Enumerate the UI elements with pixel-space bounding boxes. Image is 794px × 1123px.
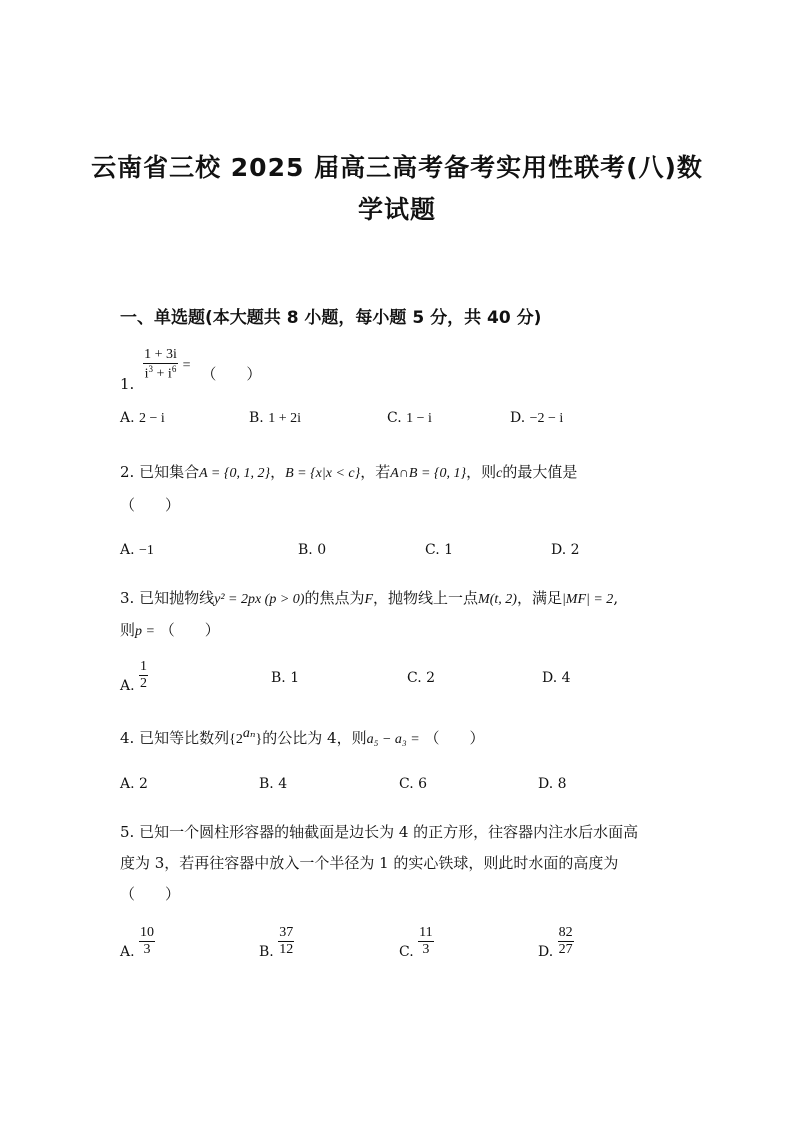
option-a — [120, 410, 165, 427]
option-text: −2 − i — [529, 411, 564, 426]
option-b — [249, 410, 301, 427]
question-number: 4. — [120, 729, 135, 747]
question-3-line2 — [120, 619, 220, 640]
option-b — [271, 670, 299, 686]
question-text: 的最大值是 — [502, 463, 578, 481]
question-text: ，抛物线上一点 — [373, 589, 479, 607]
answer-blank: （ ） — [201, 364, 262, 383]
option-text: 2 − i — [139, 411, 165, 426]
fraction-numerator: 37 — [279, 925, 294, 940]
question-5 — [120, 821, 638, 842]
option-label: A. — [120, 943, 135, 960]
option-text: 0 — [317, 542, 327, 558]
option-d — [510, 410, 563, 427]
option-label: B. — [271, 670, 286, 686]
option-text: −1 — [139, 543, 154, 558]
option-text: 1 − i — [406, 411, 432, 426]
question-text: 已知集合 — [139, 463, 200, 481]
question-text: 的公比为 4，则 — [262, 729, 367, 747]
answer-blank: （ ） — [424, 729, 485, 747]
question-text: ，满足 — [516, 589, 562, 607]
option-label: D. — [538, 776, 554, 792]
option-label: D. — [542, 670, 558, 686]
question-text: 则 — [120, 621, 136, 639]
option-b — [259, 776, 287, 792]
exponent: 6 — [171, 364, 177, 374]
question-number: 3. — [120, 589, 135, 607]
option-label: D. — [510, 410, 526, 426]
page-title: 云南省三校 2025 届高三高考备考实用性联考(八)数 — [91, 153, 703, 182]
option-d — [538, 776, 567, 792]
fraction-numerator: 1 — [140, 659, 148, 674]
option-b — [259, 925, 294, 960]
option-a — [120, 659, 148, 694]
option-text: 1 + 2i — [268, 411, 301, 426]
question-number: 1. — [120, 374, 135, 393]
question-3 — [120, 587, 618, 608]
math-variable: F — [364, 592, 374, 607]
option-text: 6 — [418, 776, 428, 792]
page-title-line2: 学试题 — [357, 195, 436, 224]
option-text: 8 — [557, 776, 567, 792]
option-text: 2 — [570, 542, 580, 558]
option-a — [120, 776, 148, 792]
option-label: A. — [120, 677, 135, 694]
option-b — [298, 542, 326, 558]
fraction-numerator: 11 — [419, 925, 433, 940]
question-text: 已知一个圆柱形容器的轴截面是边长为 4 的正方形，往容器内注水后水面高 — [139, 823, 639, 841]
option-c — [399, 925, 434, 960]
answer-blank: （ ） — [120, 496, 181, 514]
math-expression: } — [255, 732, 263, 747]
fraction — [139, 660, 148, 691]
question-text: 已知抛物线 — [139, 589, 215, 607]
option-label: A. — [120, 776, 135, 792]
question-text: ，则 — [466, 463, 497, 481]
option-label: B. — [259, 943, 274, 960]
question-4 — [120, 725, 485, 748]
question-number: 2. — [120, 463, 135, 481]
option-label: D. — [551, 542, 567, 558]
option-a — [120, 542, 154, 559]
option-label: C. — [387, 410, 402, 426]
equals-sign: = — [182, 357, 191, 373]
fraction — [278, 926, 294, 957]
fraction-denominator: 27 — [558, 942, 573, 957]
math-expression: a₅ − a₃ = — [366, 732, 420, 747]
option-c — [399, 776, 427, 792]
answer-blank: （ ） — [159, 621, 220, 639]
question-number: 5. — [120, 823, 135, 841]
math-expression: y² = 2px (p > 0) — [214, 592, 305, 607]
fraction-denominator: 3 — [422, 942, 430, 957]
option-label: C. — [407, 670, 422, 686]
fraction-denominator: 3 — [143, 942, 151, 957]
question-text: 已知等比数列 — [139, 729, 230, 747]
math-expression: B = {x|x < c} — [285, 466, 361, 481]
option-d — [542, 670, 571, 686]
option-label: C. — [399, 943, 414, 960]
option-label: A. — [120, 410, 135, 426]
option-d — [551, 542, 580, 558]
den-term: + i — [153, 366, 172, 382]
math-expression: M(t, 2) — [478, 592, 517, 607]
option-label: B. — [259, 776, 274, 792]
fraction-numerator: 1 + 3i — [144, 347, 177, 362]
fraction-denominator — [143, 364, 178, 382]
option-label: B. — [249, 410, 264, 426]
question-1 — [120, 347, 262, 393]
den-term: i — [144, 366, 149, 382]
math-variable: c — [496, 466, 503, 481]
option-text: 2 — [426, 670, 436, 686]
option-label: A. — [120, 542, 135, 558]
fraction — [143, 348, 178, 382]
math-expression: p = — [135, 624, 155, 639]
math-expression: A = {0, 1, 2} — [199, 466, 271, 481]
question-5-line2: 度为 3，若再往容器中放入一个半径为 1 的实心铁球，则此时水面的高度为 — [120, 854, 619, 872]
fraction-denominator: 12 — [279, 942, 294, 957]
fraction-numerator: 10 — [140, 925, 155, 940]
fraction — [418, 926, 433, 957]
option-label: B. — [298, 542, 313, 558]
option-text: 4 — [278, 776, 288, 792]
exponent: aₙ — [242, 726, 256, 741]
option-c — [387, 410, 432, 427]
option-label: C. — [399, 776, 414, 792]
exponent: 3 — [148, 364, 154, 374]
math-expression: A∩B = {0, 1} — [390, 466, 467, 481]
fraction-denominator: 2 — [140, 676, 148, 691]
question-text: ，若 — [360, 463, 391, 481]
option-text: 2 — [139, 776, 148, 792]
fraction — [139, 926, 155, 957]
math-expression: |MF| = 2 — [561, 592, 614, 607]
question-text: , — [613, 589, 619, 607]
question-2 — [120, 461, 577, 482]
fraction — [558, 926, 574, 957]
option-text: 1 — [444, 542, 454, 558]
option-c — [407, 670, 435, 686]
question-text: ， — [270, 463, 286, 481]
question-text: 的焦点为 — [304, 589, 365, 607]
option-text: 4 — [561, 670, 571, 686]
option-label: C. — [425, 542, 440, 558]
option-d — [538, 925, 574, 960]
answer-blank: （ ） — [120, 885, 181, 903]
option-text: 1 — [290, 670, 300, 686]
option-label: D. — [538, 943, 554, 960]
option-c — [425, 542, 453, 558]
option-a — [120, 925, 155, 960]
math-expression: {2 — [229, 732, 243, 747]
fraction-numerator: 82 — [558, 925, 573, 940]
section-heading: 一、单选题(本大题共 8 小题，每小题 5 分，共 40 分) — [120, 308, 542, 328]
